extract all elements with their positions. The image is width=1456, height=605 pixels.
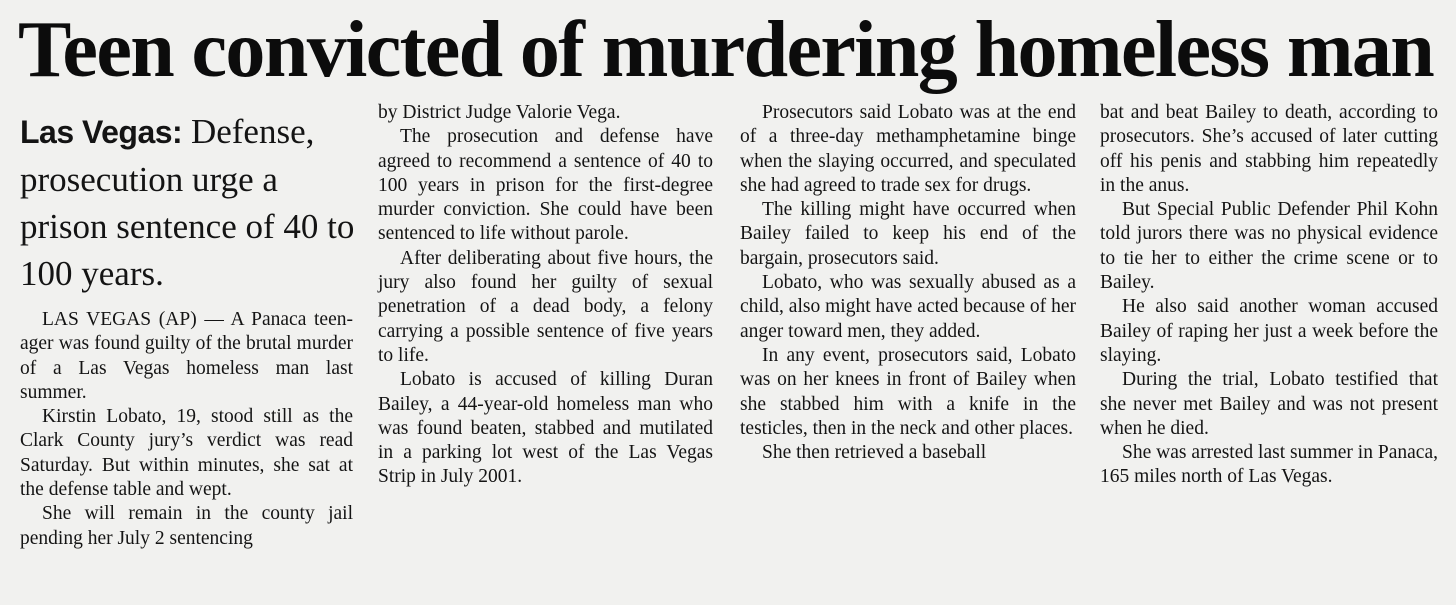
article-paragraph: bat and beat Bailey to death, according to prosecutors. She’s accused of later cutting off his penis and stabbing him repeatedly in the anus. bbox=[1100, 102, 1438, 196]
article-column-3 bbox=[740, 101, 1076, 465]
deck-text: Defense, prosecution urge a prison sentence of 40 to 100 years. bbox=[20, 112, 355, 293]
article-paragraph: LAS VEGAS (AP) — A Panaca teen-ager was found guilty of the brutal murder of a Las Vegas homeless man last summer. bbox=[20, 309, 353, 403]
article-paragraph: But Special Public Defender Phil Kohn told jurors there was no physical evidence to tie her to either the crime scene or to Bailey. bbox=[1100, 199, 1438, 294]
article-paragraph: She will remain in the county jail pending her July 2 sentencing bbox=[20, 503, 353, 549]
article-paragraph: She was arrested last summer in Panaca, 165 miles north of Las Vegas. bbox=[1100, 442, 1438, 488]
article-paragraph: In any event, prosecutors said, Lobato was on her knees in front of Bailey when she stabbed him with a knife in the testicles, then in the neck and other places. bbox=[740, 344, 1076, 439]
article-paragraph: She then retrieved a baseball bbox=[762, 442, 987, 464]
article-paragraph: Lobato is accused of killing Duran Bailey, a 44-year-old homeless man who was found beaten, stabbed and mutilated in a parking lot west of the Las Vegas Strip in July 2001. bbox=[378, 369, 713, 488]
deck-dateline: Las Vegas: bbox=[20, 114, 183, 150]
article-paragraph: The killing might have occurred when Bailey failed to keep his end of the bargain, prosecutors said. bbox=[740, 199, 1076, 269]
article-column-1 bbox=[20, 308, 353, 551]
article-paragraph: He also said another woman accused Bailey of raping her just a week before the slaying. bbox=[1100, 296, 1438, 366]
article-paragraph: Prosecutors said Lobato was at the end of a three-day methamphetamine binge when the slaying occurred, and speculated she had agreed to trade sex for drugs. bbox=[740, 102, 1076, 196]
article-paragraph: After deliberating about five hours, the jury also found her guilty of sexual penetration of a dead body, a felony carrying a possible sentence of five years to life. bbox=[378, 247, 713, 366]
article-paragraph: During the trial, Lobato testified that she never met Bailey and was not present when he died. bbox=[1100, 369, 1438, 439]
article-paragraph: Lobato, who was sexually abused as a child, also might have acted because of her anger toward men, they added. bbox=[740, 272, 1076, 342]
headline: Teen convicted of murdering homeless man bbox=[18, 6, 1434, 94]
article-paragraph: The prosecution and defense have agreed to recommend a sentence of 40 to 100 years in prison for the first-degree murder conviction. She could have been sentenced to life without parole. bbox=[378, 126, 713, 245]
deck-subheadline bbox=[20, 108, 360, 297]
article-paragraph: Kirstin Lobato, 19, stood still as the Clark County jury’s verdict was read Saturday. But within minutes, she sat at the defense table and wept. bbox=[20, 406, 353, 501]
article-paragraph: by District Judge Valorie Vega. bbox=[378, 102, 621, 123]
article-column-4 bbox=[1100, 101, 1438, 490]
article-column-2 bbox=[378, 101, 713, 490]
